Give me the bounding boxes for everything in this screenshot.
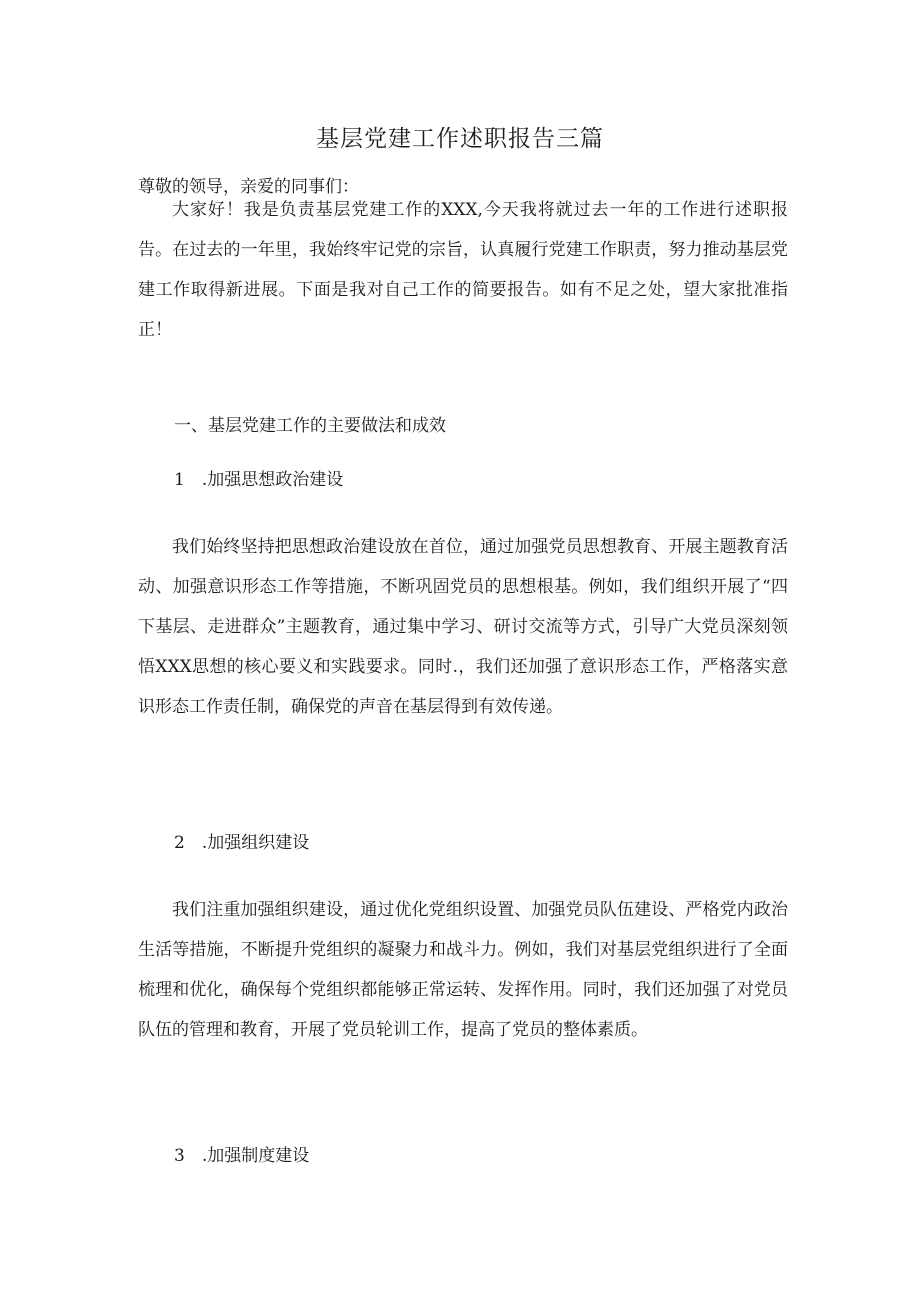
document-title: 基层党建工作述职报告三篇 bbox=[316, 126, 604, 152]
subsection-paragraph-1: 我们始终坚持把思想政治建设放在首位，通过加强党员思想教育、开展主题教育活动、加强意识形态工作等措施，不断巩固党员的思想根基。例如，我们组织开展了“四下基层、走进群众”主题教育，通过集中学习、研讨交流等方式，引导广大党员深刻领悟XXX思想的核心要义和实践要求。同时.，我们还加强了意识形态工作，严格落实意识形态工作责任制，确保党的声音在基层得到有效传递。 bbox=[138, 537, 788, 717]
intro-paragraph: 大家好！我是负责基层党建工作的XXX,今天我将就过去一年的工作进行述职报告。在过去的一年里，我始终牢记党的宗旨，认真履行党建工作职责，努力推动基层党建工作取得新进展。下面是我对自己工作的简要报告。如有不足之处，望大家批准指正！ bbox=[138, 200, 788, 340]
subsection-heading-2: 2 .加强组织建设 bbox=[174, 833, 310, 853]
subsection-heading-1: 1 .加强思想政治建设 bbox=[174, 470, 344, 490]
subsection-paragraph-2: 我们注重加强组织建设，通过优化党组织设置、加强党员队伍建设、严格党内政治生活等措施，不断提升党组织的凝聚力和战斗力。例如，我们对基层党组织进行了全面梳理和优化，确保每个党组织都能够正常运转、发挥作用。同时，我们还加强了对党员队伍的管理和教育，开展了党员轮训工作，提高了党员的整体素质。 bbox=[138, 900, 788, 1040]
subsection-heading-3: 3 .加强制度建设 bbox=[174, 1146, 310, 1166]
section-heading: 一、基层党建工作的主要做法和成效 bbox=[174, 416, 446, 436]
salutation: 尊敬的领导，亲爱的同事们： bbox=[138, 177, 359, 197]
